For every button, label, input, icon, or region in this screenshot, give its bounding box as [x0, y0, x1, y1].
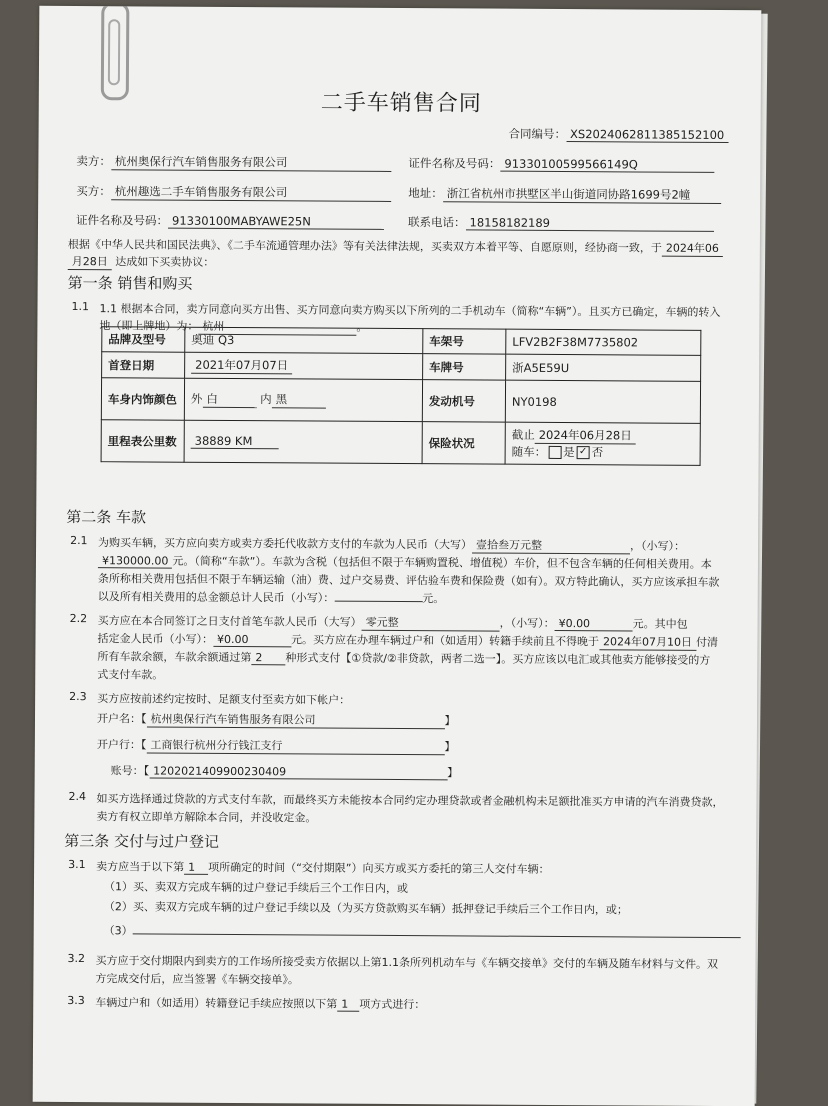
article-3-title: 第三条 交付与过户登记 — [64, 831, 220, 851]
km-label: 里程表公里数 — [101, 420, 184, 463]
plate-label: 车牌号 — [423, 354, 506, 381]
km-value: 38889 KM — [184, 420, 422, 463]
intro-line-2: 月28日 达成如下买卖协议： — [68, 253, 215, 271]
engine-label: 发动机号 — [422, 380, 505, 423]
article-2-title: 第二条 车款 — [66, 507, 147, 527]
checkbox-empty-icon — [548, 446, 561, 459]
plate-value: 浙A5E59U — [506, 354, 701, 381]
table-row — [102, 352, 701, 382]
article-1-title: 第一条 销售和购买 — [67, 273, 193, 293]
clause-2-4-number: 2.4 — [68, 789, 87, 804]
clause-3-1-option-1: （1）买、卖双方完成车辆的过户登记手续后三个工作日内，或 — [103, 880, 409, 896]
brand-label: 品牌及型号 — [102, 327, 185, 353]
engine-value: NY0198 — [505, 380, 700, 423]
clause-3-1-line-1: 卖方应当于以下第 1 项所确定的时间（“交付期限”）向买方或买方委托的第三人交付车辆： — [96, 860, 550, 876]
table-row — [102, 327, 701, 356]
account-name-row: 开户名：【 杭州奥保行汽车销售服务有限公司 】 — [96, 712, 456, 728]
clause-3-3-line-1: 车辆过户和（如适用）转籍登记手续应按照以下第 1 项方式进行： — [95, 996, 426, 1012]
clause-3-1-option-2: （2）买、卖双方完成车辆的过户登记手续以及（为买方贷款购买车辆）抵押登记手续后三个工作日内，或； — [103, 900, 628, 917]
seller-id-row: 证件名称及号码： 91330100599566149Q — [408, 155, 714, 173]
intro-line-1: 根据《中华人民共和国民法典》、《二手车流通管理办法》等有关法律法规，买卖双方本着平等、自愿原则，经协商一致，于 2024年06 — [68, 236, 723, 257]
bank-row: 开户行：【 工商银行杭州分行钱江支行 】 — [96, 738, 456, 754]
clause-3-1-number: 3.1 — [68, 857, 86, 872]
buyer-id-row: 证件名称及号码： 91330100MABYAWE25N — [76, 212, 384, 230]
clause-2-4-line-1: 如买方选择通过贷款的方式支付车款，而最终买方未能按本合同约定办理贷款或者金融机构未足额批准买方申请的汽车消费贷款， — [96, 792, 724, 809]
clause-2-1-number: 2.1 — [70, 534, 88, 548]
clause-3-3-number: 3.3 — [67, 993, 85, 1008]
clause-3-1-option-3: （3） — [104, 922, 741, 942]
clause-2-2-line-2: 括定金人民币（小写）： ¥0.00 元。买方应在办理车辆过户和（如适用）转籍手续前且不得晚于 2024年07月10日 付清 — [97, 632, 719, 649]
vin-label: 车架号 — [423, 329, 506, 355]
contract-no: 合同编号： XS2024062811385152100 — [509, 126, 729, 143]
clause-3-2-line-1: 买方应于交付期限内到卖方的工作场所接受卖方依据以上第1.1条所列机动车与《车辆交接单》交付的车辆及随车材料与文件。双 — [95, 954, 719, 971]
reg-label: 首登日期 — [102, 352, 185, 379]
clause-3-2-number: 3.2 — [67, 951, 86, 966]
color-value: 外 白 内 黑 — [184, 378, 422, 421]
clause-2-3-line-1: 买方应按前述约定按时、足额支付至卖方如下帐户： — [97, 692, 351, 707]
address-row: 地址： 浙江省杭州市拱墅区半山街道同协路1699号2幢 — [408, 185, 721, 204]
insurance-value: 截止 2024年06月28日 随车： 是 ✓ 否 — [505, 422, 700, 465]
checkbox-checked-icon: ✓ — [577, 446, 590, 459]
clause-2-1-line-4: 以及所有相关费用的总金额总计人民币（小写）： 元。 — [97, 590, 445, 606]
table-row — [101, 420, 700, 466]
clause-2-1-line-1: 为购买车辆，买方应向卖方或卖方委托代收款方支付的车款为人民币（大写） 壹拾叁万元整 ，（小写）： — [98, 536, 686, 553]
phone-row: 联系电话： 18158182189 — [408, 214, 714, 232]
clause-2-2-line-1: 买方应在本合同签订之日支付首笔车款人民币（大写） 零元整 ，（小写）： ¥0.00 元。其中包 — [97, 614, 688, 631]
clause-1-1-number: 1.1 — [71, 300, 90, 314]
clause-1-1-line-2: 地（即上牌地）为： 杭州 。 — [99, 319, 368, 334]
reg-value: 2021年07月07日 — [185, 352, 423, 379]
vehicle-table — [101, 326, 702, 466]
contract-page — [33, 6, 762, 1106]
clause-2-3-number: 2.3 — [69, 689, 87, 704]
paper-clip — [101, 6, 130, 101]
clause-2-1-line-2: ¥130000.00 元。（简称“车款”）。车款为含税（包括但不限于车辆购置税、增值税）车价，但不包含车辆的任何相关费用。本 — [98, 552, 712, 572]
table-row — [101, 378, 700, 424]
color-label: 车身内饰颜色 — [101, 378, 184, 421]
page-title: 二手车销售合同 — [320, 90, 482, 117]
brand-value: 奥迪 Q3 — [185, 327, 423, 353]
clause-2-2-line-3: 所有车款余额，车款余额通过第 2 种形式支付【①贷款/②非贷款，两者二选一】。买方应该以电汇或其他卖方能够接受的方 — [97, 650, 711, 667]
clause-1-1-line-1: 1.1 根据本合同，卖方同意向买方出售、买方同意向卖方购买以下所列的二手机动车（简称“车辆”）。且买方已确定，车辆的转入 — [99, 302, 721, 319]
clause-2-4-line-2: 卖方有权立即单方解除本合同，并没收定金。 — [96, 810, 317, 825]
clause-2-2-number: 2.2 — [69, 612, 88, 626]
clause-2-1-line-3: 条所称相关费用包括但不限于车辆运输（油）费、过户交易费、评估验车费和保险费（如有）。双方特此确认，买方应该承担车款 — [97, 572, 720, 589]
vin-value: LFV2B2F38M7735802 — [506, 329, 701, 355]
clause-2-2-line-4: 式支付车款。 — [97, 668, 164, 682]
clause-3-2-line-2: 方完成交付后，应当签署《车辆交接单》。 — [95, 972, 299, 987]
buyer-row: 买方： 杭州趣选二手车销售服务有限公司 — [76, 183, 391, 202]
seller-row: 卖方： 杭州奥保行汽车销售服务有限公司 — [76, 153, 391, 172]
insurance-label: 保险状况 — [422, 422, 505, 465]
account-no-row: 账号：【 1202021409900230409 】 — [110, 764, 459, 780]
